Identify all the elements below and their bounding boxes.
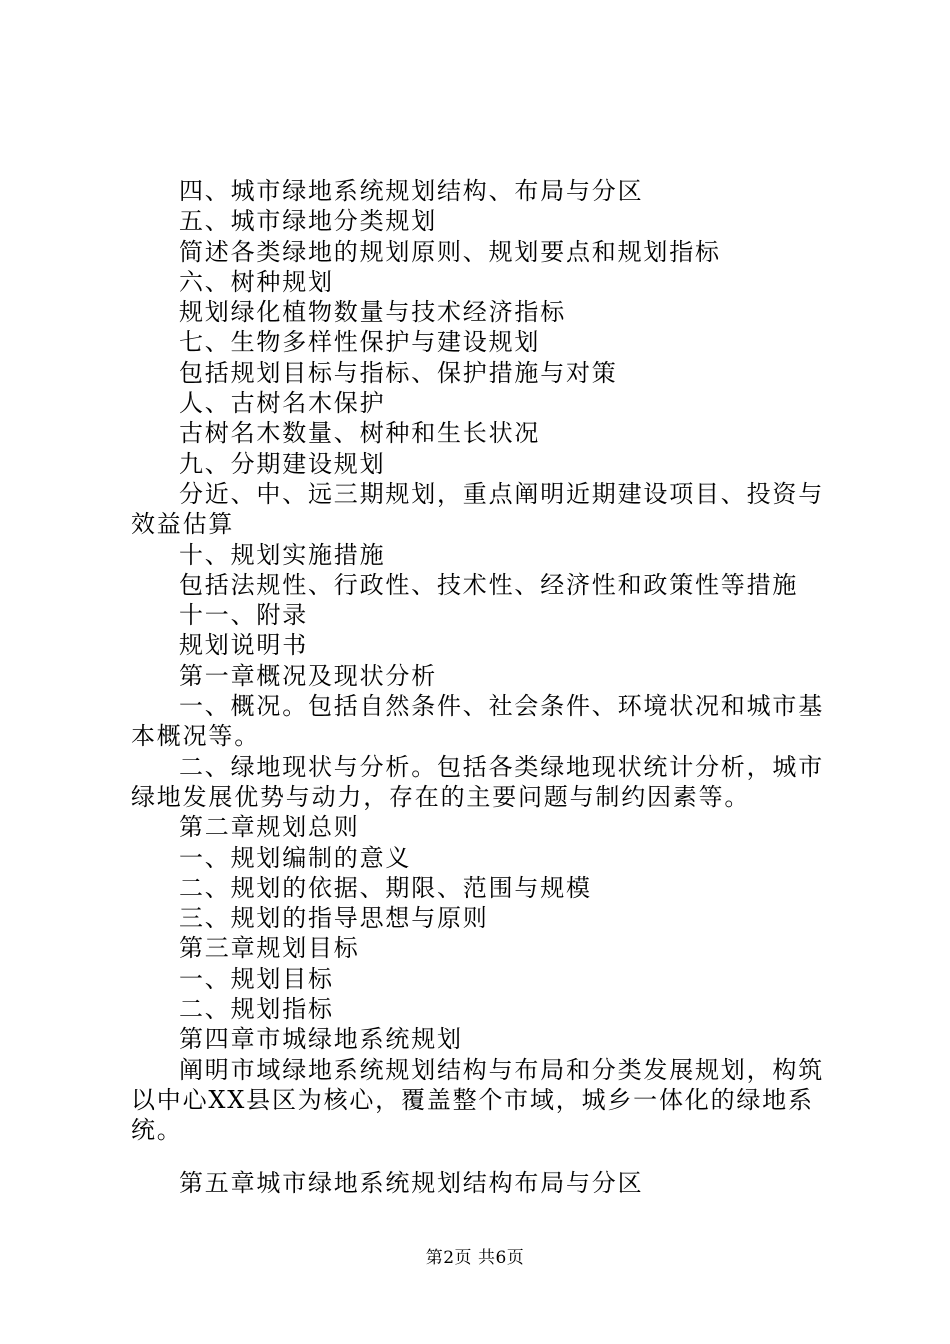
chapter-heading: 第一章概况及现状分析 (179, 661, 437, 690)
paragraph: 古树名木数量、树种和生长状况 (179, 419, 541, 448)
page-number-footer: 第2页 共6页 (425, 1248, 525, 1268)
paragraph: 十、规划实施措施 (179, 540, 386, 569)
paragraph: 阐明市域绿地系统规划结构与布局和分类发展规划，构筑以中心XX县区为核心，覆盖整个市域，城乡一体化的绿地系统。 (131, 1055, 824, 1145)
paragraph: 分近、中、远三期规划，重点阐明近期建设项目、投资与效益估算 (131, 479, 824, 539)
paragraph: 包括法规性、行政性、技术性、经济性和政策性等措施 (179, 570, 799, 599)
paragraph: 三、规划的指导思想与原则 (179, 904, 489, 933)
paragraph: 九、分期建设规划 (179, 449, 386, 478)
chapter-heading: 第五章城市绿地系统规划结构布局与分区 (179, 1168, 644, 1197)
document-body (131, 176, 831, 1198)
paragraph: 规划绿化植物数量与技术经济指标 (179, 298, 566, 327)
paragraph: 人、古树名木保护 (179, 389, 386, 418)
paragraph: 十一、附录 (179, 601, 308, 630)
paragraph: 四、城市绿地系统规划结构、布局与分区 (179, 177, 644, 205)
paragraph: 七、生物多样性保护与建设规划 (179, 328, 541, 357)
paragraph: 一、规划编制的意义 (179, 843, 412, 872)
paragraph: 二、规划的依据、期限、范围与规模 (179, 873, 592, 902)
chapter-heading: 第二章规划总则 (179, 813, 360, 842)
paragraph: 六、树种规划 (179, 267, 334, 296)
paragraph: 五、城市绿地分类规划 (179, 207, 437, 236)
paragraph: 包括规划目标与指标、保护措施与对策 (179, 358, 618, 387)
paragraph: 二、规划指标 (179, 995, 334, 1024)
paragraph: 规划说明书 (179, 631, 308, 660)
paragraph: 一、规划目标 (179, 964, 334, 993)
paragraph: 二、绿地现状与分析。包括各类绿地现状统计分析，城市绿地发展优势与动力，存在的主要问题与制约因素等。 (131, 752, 824, 811)
chapter-heading: 第四章市城绿地系统规划 (179, 1025, 463, 1054)
chapter-heading: 第三章规划目标 (179, 934, 360, 963)
paragraph: 简述各类绿地的规划原则、规划要点和规划指标 (179, 237, 721, 266)
paragraph: 一、概况。包括自然条件、社会条件、环境状况和城市基本概况等。 (131, 692, 824, 751)
